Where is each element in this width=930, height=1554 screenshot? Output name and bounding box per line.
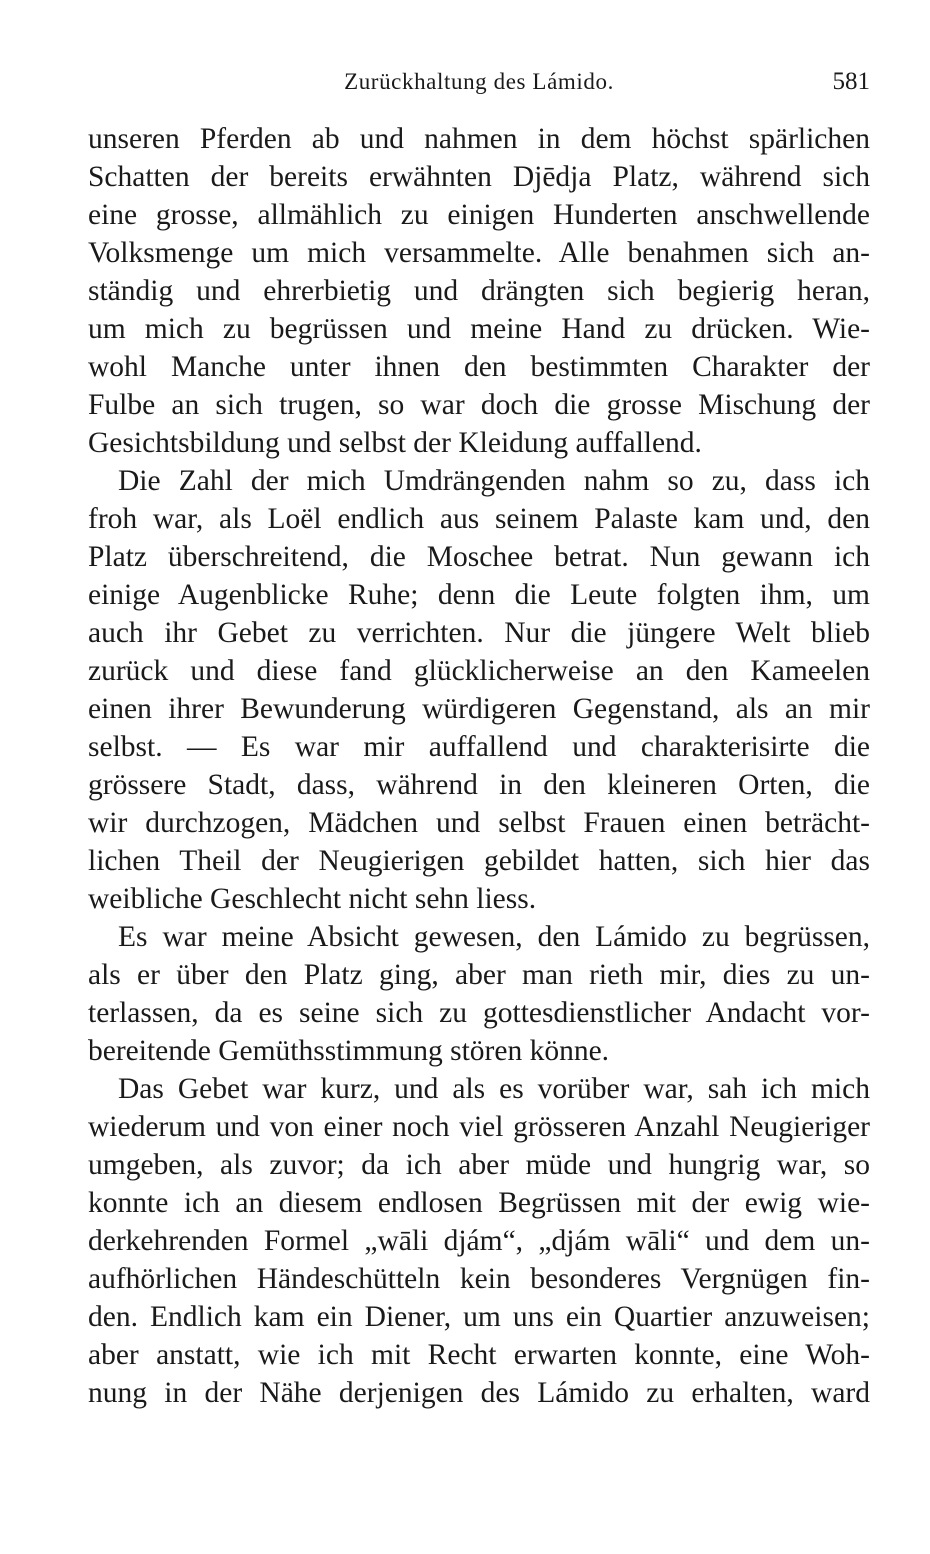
text-line: weibliche Geschlecht nicht sehn liess.	[88, 883, 537, 915]
text-line: unseren Pferden ab und nahmen in dem höchst spärlichen	[88, 123, 870, 155]
text-line: aber anstatt, wie ich mit Recht erwarten konnte, eine Woh-	[88, 1339, 870, 1371]
text-line: zurück und diese fand glücklicherweise an den Kameelen	[88, 655, 870, 687]
text-line: Platz überschreitend, die Moschee betrat. Nun gewann ich	[88, 541, 870, 573]
text-line: Die Zahl der mich Umdrängenden nahm so zu, dass ich	[118, 465, 870, 497]
text-line: wohl Manche unter ihnen den bestimmten Charakter der	[88, 351, 870, 383]
text-line: terlassen, da es seine sich zu gottesdienstlicher Andacht vor-	[88, 997, 870, 1029]
text-line: Es war meine Absicht gewesen, den Lámido zu begrüssen,	[118, 921, 870, 953]
text-line: lichen Theil der Neugierigen gebildet hatten, sich hier das	[88, 845, 870, 877]
text-line: aufhörlichen Händeschütteln kein besonderes Vergnügen fin-	[88, 1263, 870, 1295]
text-line: Volksmenge um mich versammelte. Alle benahmen sich an-	[88, 237, 870, 269]
text-line: Das Gebet war kurz, und als es vorüber war, sah ich mich	[118, 1073, 870, 1105]
text-line: einige Augenblicke Ruhe; denn die Leute folgten ihm, um	[88, 579, 870, 611]
text-line: ständig und ehrerbietig und drängten sich begierig heran,	[88, 275, 870, 307]
text-line: wiederum und von einer noch viel grösseren Anzahl Neugieriger	[88, 1111, 870, 1143]
text-line: auch ihr Gebet zu verrichten. Nur die jüngere Welt blieb	[88, 617, 870, 649]
body-text	[88, 120, 870, 1412]
text-line: wir durchzogen, Mädchen und selbst Frauen einen beträcht-	[88, 807, 870, 839]
text-line: den. Endlich kam ein Diener, um uns ein Quartier anzuweisen;	[88, 1301, 870, 1333]
text-line: einen ihrer Bewunderung würdigeren Gegenstand, als an mir	[88, 693, 870, 725]
text-line: eine grosse, allmählich zu einigen Hunderten anschwellende	[88, 199, 870, 231]
running-head	[88, 62, 870, 102]
page-number: 581	[832, 68, 870, 95]
text-line: um mich zu begrüssen und meine Hand zu drücken. Wie-	[88, 313, 870, 345]
text-line: Schatten der bereits erwähnten Djēdja Platz, während sich	[88, 161, 870, 193]
text-line: umgeben, als zuvor; da ich aber müde und hungrig war, so	[88, 1149, 870, 1181]
running-title: Zurückhaltung des Lámido.	[344, 69, 614, 94]
text-line: Fulbe an sich trugen, so war doch die grosse Mischung der	[88, 389, 870, 421]
text-line: grössere Stadt, dass, während in den kleineren Orten, die	[88, 769, 870, 801]
text-line: konnte ich an diesem endlosen Begrüssen mit der ewig wie-	[88, 1187, 870, 1219]
text-line: selbst. — Es war mir auffallend und charakterisirte die	[88, 731, 870, 763]
text-line: bereitende Gemüthsstimmung stören könne.	[88, 1035, 610, 1067]
text-line: als er über den Platz ging, aber man rieth mir, dies zu un-	[88, 959, 870, 991]
text-line: froh war, als Loël endlich aus seinem Palaste kam und, den	[88, 503, 870, 535]
text-line: derkehrenden Formel „wāli djám“, „djám wāli“ und dem un-	[88, 1225, 870, 1257]
text-line: nung in der Nähe derjenigen des Lámido zu erhalten, ward	[88, 1377, 870, 1409]
text-line: Gesichtsbildung und selbst der Kleidung auffallend.	[88, 427, 702, 459]
